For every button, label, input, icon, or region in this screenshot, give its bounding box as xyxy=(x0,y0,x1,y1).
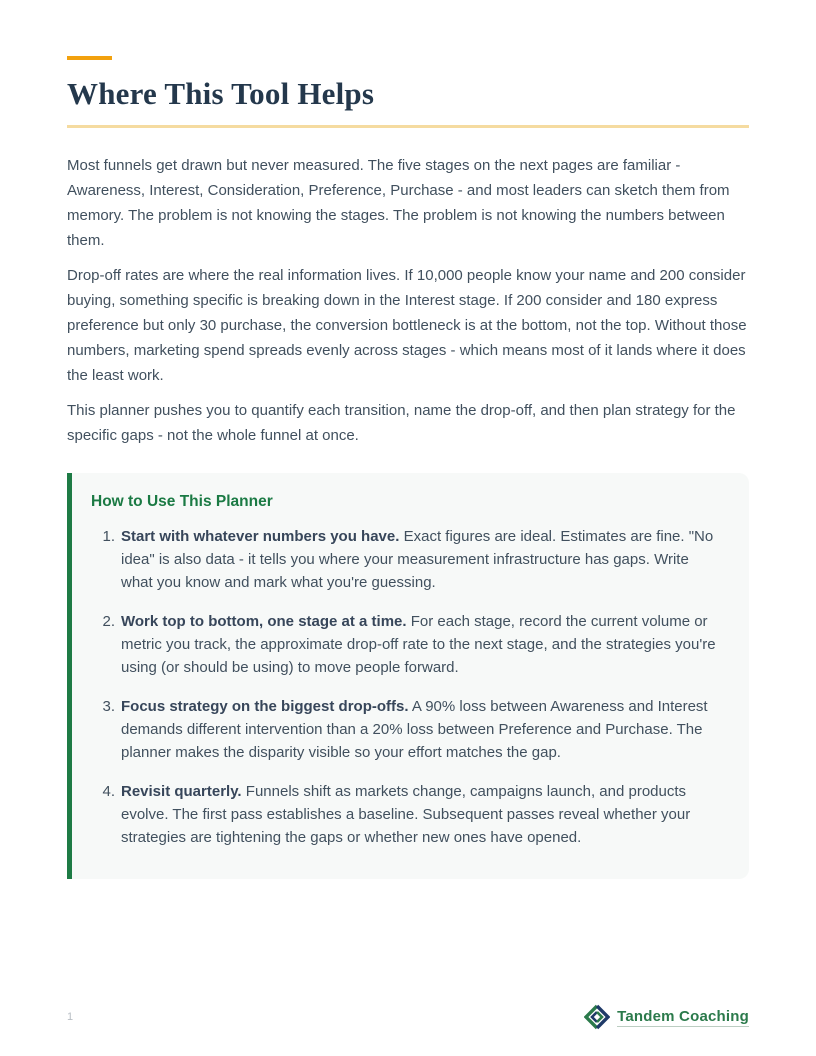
title-divider xyxy=(67,125,749,128)
list-item-text: For each stage, record the current volume or metric you track, the approximate drop-off rate to the next stage, and the strategies you're using (or should be using) to move people forward. xyxy=(121,613,716,676)
list-item-lead: Start with whatever numbers you have. xyxy=(121,528,400,545)
list-item xyxy=(99,695,723,764)
list-item-number: 1. xyxy=(102,528,115,545)
list-item xyxy=(99,780,723,849)
list-item-text: Exact figures are ideal. Estimates are fine. "No idea" is also data - it tells you where your measurement infrastructure has gaps. Write what you know and mark what you're guessing. xyxy=(121,528,714,591)
brand-logo xyxy=(584,1004,749,1030)
intro-paragraph-1: Most funnels get drawn but never measured. The five stages on the next pages are familiar - Awareness, Interest, Consideration, Preference, Purchase - and most leaders can sketch them from memory. The problem is not knowing the stages. The problem is not knowing the numbers between them. xyxy=(67,157,730,249)
accent-bar xyxy=(67,56,112,60)
brand-name: Tandem Coaching xyxy=(617,1007,749,1025)
list-item-lead: Work top to bottom, one stage at a time. xyxy=(121,613,407,630)
intro-paragraph-3: This planner pushes you to quantify each transition, name the drop-off, and then plan strategy for the specific gaps - not the whole funnel at once. xyxy=(67,402,736,444)
list-item xyxy=(99,610,723,679)
list-item xyxy=(99,525,723,594)
list-item-text: A 90% loss between Awareness and Interest demands different intervention than a 20% loss between Preference and Purchase. The planner makes the disparity visible so your effort matches the gap. xyxy=(121,698,708,761)
page-number: 1 xyxy=(67,1011,74,1023)
callout-heading: How to Use This Planner xyxy=(91,493,273,510)
list-item-body xyxy=(121,525,723,594)
intro-section xyxy=(67,153,749,448)
list-item-lead: Focus strategy on the biggest drop-offs. xyxy=(121,698,409,715)
tandem-diamond-icon xyxy=(584,1004,610,1030)
page-footer xyxy=(0,1004,816,1030)
list-item-body xyxy=(121,780,723,849)
page-title: Where This Tool Helps xyxy=(67,76,375,111)
list-item-number: 2. xyxy=(102,613,115,630)
list-item-number: 4. xyxy=(102,783,115,800)
list-item-lead: Revisit quarterly. xyxy=(121,783,242,800)
list-item-number: 3. xyxy=(102,698,115,715)
callout-list xyxy=(99,525,723,849)
how-to-use-callout xyxy=(67,473,749,879)
intro-paragraph-2: Drop-off rates are where the real information lives. If 10,000 people know your name and 200 consider buying, something specific is breaking down in the Interest stage. If 200 consider and 180 express preference but only 30 purchase, the conversion bottleneck is at the bottom, not the top. Without those numbers, marketing spend spreads evenly across stages - which means most of it lands where it does the least work. xyxy=(67,267,747,384)
list-item-body xyxy=(121,695,723,764)
list-item-body xyxy=(121,610,723,679)
list-item-text: Funnels shift as markets change, campaigns launch, and products evolve. The first pass establishes a baseline. Subsequent passes reveal whether your strategies are tightening the gaps or whether new ones have opened. xyxy=(121,783,691,846)
